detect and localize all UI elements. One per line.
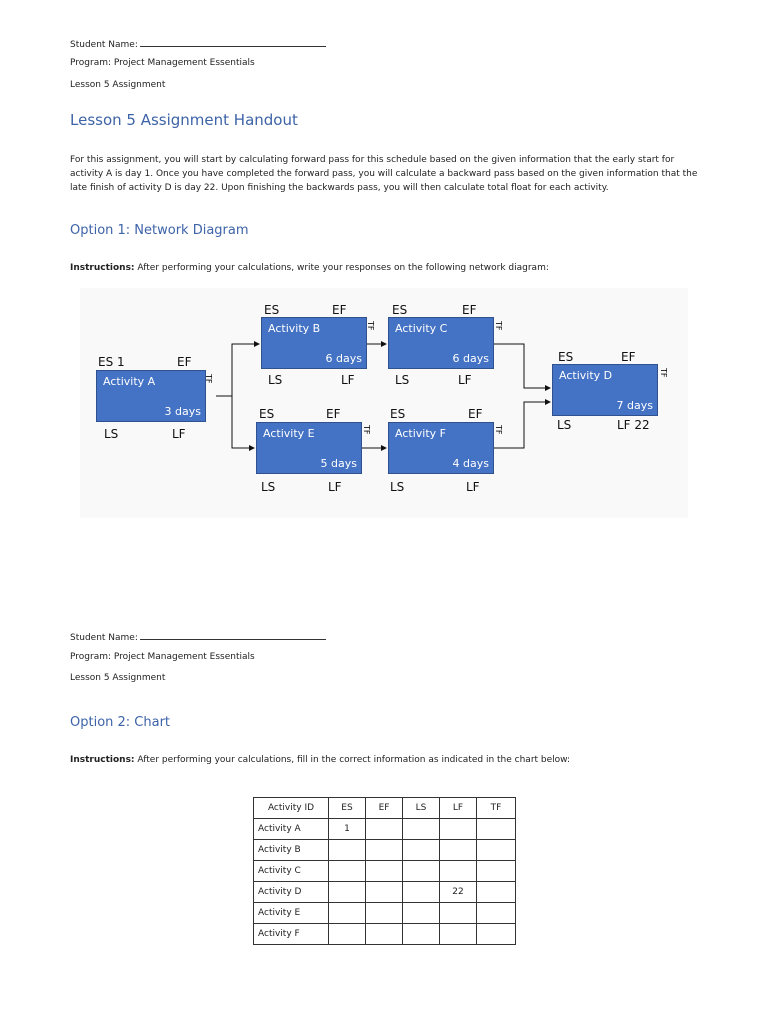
col-header-tf: TF — [477, 798, 516, 819]
answer-cell-tf[interactable] — [477, 903, 516, 924]
node-c-tf: TF — [494, 321, 503, 331]
student-name-line — [70, 37, 326, 50]
node-c-duration: 6 days — [452, 352, 489, 365]
answer-cell-tf[interactable] — [477, 924, 516, 945]
node-e-tf: TF — [362, 425, 371, 435]
node-b-tf: TF — [366, 321, 375, 331]
node-a-lf: LF — [172, 427, 186, 441]
answer-cell-ef[interactable] — [366, 819, 403, 840]
node-b-name: Activity B — [268, 322, 321, 335]
instructions-text: After performing your calculations, write your responses on the following network diagram: — [137, 263, 549, 273]
node-d-duration: 7 days — [616, 399, 653, 412]
answer-cell-lf[interactable] — [440, 903, 477, 924]
answer-cell-es[interactable] — [329, 903, 366, 924]
node-activity-e — [256, 422, 362, 474]
node-c-name: Activity C — [395, 322, 448, 335]
node-d-name: Activity D — [559, 369, 613, 382]
option2-heading: Option 2: Chart — [70, 715, 171, 730]
answer-cell-ls[interactable] — [403, 924, 440, 945]
node-e-name: Activity E — [263, 427, 315, 440]
node-f-duration: 4 days — [452, 457, 489, 470]
activity-id-cell: Activity A — [254, 819, 329, 840]
lesson-line-2: Lesson 5 Assignment — [70, 673, 166, 683]
student-name-line-2 — [70, 630, 326, 643]
answer-cell-lf[interactable] — [440, 924, 477, 945]
answer-cell-ef[interactable] — [366, 924, 403, 945]
table-row — [254, 882, 516, 903]
answer-cell-tf[interactable] — [477, 882, 516, 903]
answer-cell-es[interactable] — [329, 861, 366, 882]
activity-id-cell: Activity D — [254, 882, 329, 903]
node-c-lf: LF — [458, 373, 472, 387]
answer-cell-tf[interactable] — [477, 861, 516, 882]
answer-cell-tf[interactable] — [477, 840, 516, 861]
node-d-tf: TF — [659, 368, 668, 378]
answer-cell-ef[interactable] — [366, 840, 403, 861]
activity-chart-table — [253, 797, 516, 945]
student-name-blank[interactable] — [140, 37, 326, 47]
node-b-ls: LS — [268, 373, 283, 387]
node-e-es: ES — [259, 407, 275, 421]
table-row — [254, 840, 516, 861]
answer-cell-ls[interactable] — [403, 840, 440, 861]
edge-c-d — [494, 344, 550, 388]
answer-cell-es[interactable]: 1 — [329, 819, 366, 840]
intro-paragraph: For this assignment, you will start by calculating forward pass for this schedule based on the given information that the early start for activity A is day 1. Once you have completed the forward pass, you will calculate a backward pass based on the given information that the late finish of activity D is day 22. Upon finishing the backwards pass, you will then calculate total float for each activity. — [70, 155, 698, 193]
table-row — [254, 819, 516, 840]
answer-cell-ef[interactable] — [366, 861, 403, 882]
col-header-activity-id: Activity ID — [254, 798, 329, 819]
edge-a-e — [232, 396, 254, 448]
node-activity-d — [552, 364, 658, 416]
node-c-ls: LS — [395, 373, 410, 387]
answer-cell-ef[interactable] — [366, 903, 403, 924]
student-name-label: Student Name: — [70, 40, 138, 50]
node-e-lf: LF — [328, 480, 342, 494]
node-activity-a — [96, 370, 206, 422]
table-row — [254, 903, 516, 924]
student-name-blank-2[interactable] — [140, 630, 326, 640]
instructions-line-1 — [70, 263, 549, 273]
node-f-lf: LF — [466, 480, 480, 494]
node-a-duration: 3 days — [164, 405, 201, 418]
answer-cell-es[interactable] — [329, 924, 366, 945]
node-d-ls: LS — [557, 418, 572, 432]
node-d-lf: LF 22 — [617, 418, 650, 432]
option1-heading: Option 1: Network Diagram — [70, 223, 249, 238]
col-header-ls: LS — [403, 798, 440, 819]
answer-cell-ls[interactable] — [403, 882, 440, 903]
col-header-ef: EF — [366, 798, 403, 819]
page-title: Lesson 5 Assignment Handout — [70, 111, 298, 129]
activity-id-cell: Activity E — [254, 903, 329, 924]
node-e-duration: 5 days — [320, 457, 357, 470]
table-row — [254, 861, 516, 882]
col-header-lf: LF — [440, 798, 477, 819]
lesson-line: Lesson 5 Assignment — [70, 80, 166, 90]
edge-a-b — [216, 344, 259, 396]
col-header-es: ES — [329, 798, 366, 819]
answer-cell-ls[interactable] — [403, 903, 440, 924]
answer-cell-ls[interactable] — [403, 819, 440, 840]
node-b-ef: EF — [332, 303, 347, 317]
node-e-ls: LS — [261, 480, 276, 494]
node-a-es: ES 1 — [98, 355, 125, 369]
node-b-duration: 6 days — [325, 352, 362, 365]
node-e-ef: EF — [326, 407, 341, 421]
node-activity-c — [388, 317, 494, 369]
activity-id-cell: Activity B — [254, 840, 329, 861]
instructions-label: Instructions: — [70, 263, 135, 273]
node-d-ef: EF — [621, 350, 636, 364]
instructions-text-2: After performing your calculations, fill in the correct information as indicated in the chart below: — [137, 755, 571, 765]
node-a-ls: LS — [104, 427, 119, 441]
answer-cell-lf[interactable]: 22 — [440, 882, 477, 903]
node-a-ef: EF — [177, 355, 192, 369]
answer-cell-es[interactable] — [329, 882, 366, 903]
node-a-name: Activity A — [103, 375, 156, 388]
table-header-row — [254, 798, 516, 819]
instructions-label-2: Instructions: — [70, 755, 135, 765]
node-b-es: ES — [264, 303, 280, 317]
network-diagram — [80, 288, 688, 518]
answer-cell-lf[interactable] — [440, 861, 477, 882]
program-line-2: Program: Project Management Essentials — [70, 652, 255, 662]
answer-cell-lf[interactable] — [440, 819, 477, 840]
node-a-tf: TF — [204, 374, 213, 384]
student-name-label-2: Student Name: — [70, 633, 138, 643]
node-f-ef: EF — [468, 407, 483, 421]
node-b-lf: LF — [341, 373, 355, 387]
answer-cell-tf[interactable] — [477, 819, 516, 840]
node-f-name: Activity F — [395, 427, 446, 440]
node-d-es: ES — [558, 350, 574, 364]
program-line: Program: Project Management Essentials — [70, 58, 255, 68]
activity-id-cell: Activity F — [254, 924, 329, 945]
instructions-line-2 — [70, 755, 570, 765]
node-f-tf: TF — [494, 425, 503, 435]
node-c-es: ES — [392, 303, 408, 317]
answer-cell-ef[interactable] — [366, 882, 403, 903]
answer-cell-es[interactable] — [329, 840, 366, 861]
answer-cell-lf[interactable] — [440, 840, 477, 861]
answer-cell-ls[interactable] — [403, 861, 440, 882]
activity-id-cell: Activity C — [254, 861, 329, 882]
node-f-es: ES — [390, 407, 406, 421]
node-activity-b — [261, 317, 367, 369]
table-row — [254, 924, 516, 945]
node-c-ef: EF — [462, 303, 477, 317]
node-f-ls: LS — [390, 480, 405, 494]
node-activity-f — [388, 422, 494, 474]
